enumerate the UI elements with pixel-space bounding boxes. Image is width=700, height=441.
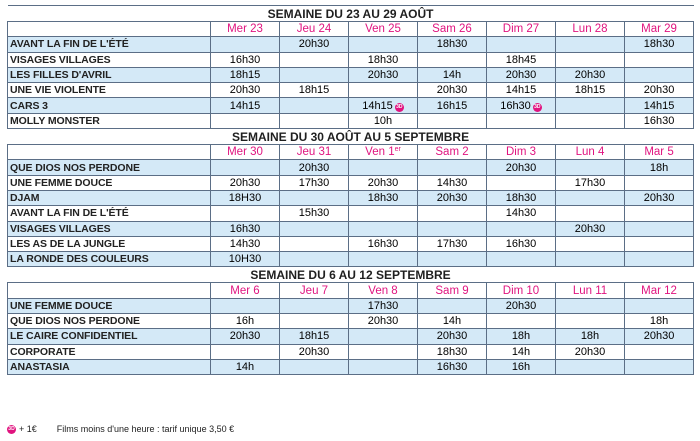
showtime-cell <box>280 314 349 329</box>
film-title: CARS 3 <box>8 98 211 113</box>
day-header: Jeu 24 <box>280 22 349 37</box>
showtime: 20h30 <box>298 161 330 174</box>
showtime: 17h30 <box>574 176 606 189</box>
showtime-cell <box>280 298 349 313</box>
showtime: 20h30 <box>229 330 261 343</box>
film-title: UNE FEMME DOUCE <box>8 175 211 190</box>
showtime: 14h30 <box>229 238 261 250</box>
showtime-cell <box>418 113 487 128</box>
showtime-cell <box>625 37 694 52</box>
showtime: 20h30 <box>298 38 330 51</box>
showtime-cell <box>349 206 418 221</box>
showtime-cell <box>349 175 418 190</box>
showtime: 10h <box>373 114 393 127</box>
showtime-cell <box>349 83 418 98</box>
showtime-cell <box>556 252 625 267</box>
showtime-cell <box>487 206 556 221</box>
showtime-cell <box>280 359 349 374</box>
showtime-cell <box>556 206 625 221</box>
showtime-cell <box>625 236 694 251</box>
showtime: 20h30 <box>505 161 537 174</box>
day-header: Sam 26 <box>418 22 487 37</box>
showtime: 17h30 <box>436 238 468 250</box>
showtime: 18h <box>511 330 531 343</box>
showtime: 18h <box>649 315 669 328</box>
showtime: 16h30 <box>436 361 468 374</box>
showtime-cell <box>418 329 487 344</box>
film-title: AVANT LA FIN DE L'ÉTÉ <box>8 37 211 52</box>
showtime: 20h30 <box>367 69 399 82</box>
showtime-cell <box>487 344 556 359</box>
film-title: VISAGES VILLAGES <box>8 52 211 67</box>
showtime: 16h30 <box>229 222 261 235</box>
showtime: 18h30 <box>367 192 399 205</box>
showtime-cell <box>556 113 625 128</box>
film-title: LES FILLES D'AVRIL <box>8 67 211 82</box>
showtime: 14h30 <box>505 207 537 220</box>
day-header: Sam 2 <box>418 145 487 160</box>
showtime: 18h30 <box>505 192 537 205</box>
film-header-cell <box>8 22 211 37</box>
day-header: Mar 29 <box>625 22 694 37</box>
showtime: 20h30 <box>643 84 675 97</box>
day-header: Mar 12 <box>625 283 694 298</box>
showtime: 20h30 <box>436 84 468 97</box>
showtime-cell <box>556 160 625 175</box>
film-row <box>8 221 694 236</box>
showtime-cell <box>349 113 418 128</box>
showtime-cell <box>280 67 349 82</box>
showtime-cell <box>487 37 556 52</box>
showtime: 16h30 <box>367 238 399 250</box>
film-row <box>8 252 694 267</box>
showtime-cell <box>349 98 418 113</box>
showtime-cell <box>487 314 556 329</box>
film-row <box>8 52 694 67</box>
schedule-table <box>7 5 694 375</box>
day-header-row <box>8 283 694 298</box>
3d-badge-icon: 3D <box>396 103 403 110</box>
legend <box>7 422 234 436</box>
film-row <box>8 160 694 175</box>
day-header-row <box>8 145 694 160</box>
day-header: Lun 11 <box>556 283 625 298</box>
showtime-cell <box>556 236 625 251</box>
showtime: 16h30 <box>229 53 261 66</box>
showtime: 14h15 <box>643 99 675 112</box>
showtime: 18H30 <box>228 192 262 205</box>
showtime-cell <box>418 175 487 190</box>
showtime-cell <box>625 206 694 221</box>
showtime-cell <box>280 236 349 251</box>
showtime-cell <box>211 252 280 267</box>
showtime-cell <box>625 252 694 267</box>
showtime: 20h30 <box>229 84 261 97</box>
showtime-cell <box>280 329 349 344</box>
showtime-cell <box>280 98 349 113</box>
showtime-cell <box>211 160 280 175</box>
film-title: QUE DIOS NOS PERDONE <box>8 314 211 329</box>
legend-surcharge: + 1€ <box>19 424 37 434</box>
showtime: 20h30 <box>643 330 675 343</box>
showtime-cell <box>556 359 625 374</box>
film-row <box>8 359 694 374</box>
film-title: VISAGES VILLAGES <box>8 221 211 236</box>
showtime-cell <box>211 236 280 251</box>
showtime-cell <box>418 359 487 374</box>
showtime-cell <box>349 37 418 52</box>
showtime-cell <box>280 83 349 98</box>
showtime-cell <box>211 359 280 374</box>
showtime-cell <box>487 252 556 267</box>
showtime-cell <box>418 236 487 251</box>
3d-badge-icon: 3D <box>8 425 15 432</box>
showtime-cell <box>280 252 349 267</box>
showtime-cell <box>349 329 418 344</box>
week-title: SEMAINE DU 30 AOÛT AU 5 SEPTEMBRE <box>8 129 694 145</box>
showtime-cell <box>625 113 694 128</box>
showtime-cell <box>556 98 625 113</box>
showtime-cell <box>487 359 556 374</box>
showtime: 18h15 <box>298 330 330 343</box>
film-title: DJAM <box>8 190 211 205</box>
showtime-cell <box>487 160 556 175</box>
showtime: 20h30 <box>367 176 399 189</box>
day-header-row <box>8 22 694 37</box>
showtime-cell <box>211 344 280 359</box>
showtime-cell <box>487 67 556 82</box>
film-title: LES AS DE LA JUNGLE <box>8 236 211 251</box>
showtime-cell <box>211 314 280 329</box>
day-header: Jeu 31 <box>280 145 349 160</box>
legend-note: Films moins d'une heure : tarif unique 3,50 € <box>56 424 235 434</box>
film-row <box>8 175 694 190</box>
film-title: ANASTASIA <box>8 359 211 374</box>
showtime-cell <box>280 190 349 205</box>
showtime: 14h <box>235 361 255 374</box>
showtime-cell <box>556 175 625 190</box>
film-header-cell <box>8 145 211 160</box>
showtime-cell <box>487 236 556 251</box>
showtime-cell <box>280 206 349 221</box>
film-title: UNE VIE VIOLENTE <box>8 83 211 98</box>
showtime-cell <box>211 175 280 190</box>
day-header: Mer 6 <box>211 283 280 298</box>
showtime: 18h <box>580 330 600 343</box>
showtime-cell <box>211 52 280 67</box>
showtime-cell <box>418 190 487 205</box>
showtime: 20h30 <box>505 69 537 82</box>
showtime: 15h30 <box>298 207 330 220</box>
showtime-cell <box>211 298 280 313</box>
showtime-cell <box>625 175 694 190</box>
showtime-cell <box>487 329 556 344</box>
film-row <box>8 190 694 205</box>
showtime: 16h30 <box>643 114 675 127</box>
showtime: 20h30 <box>298 345 330 358</box>
showtime-cell <box>349 344 418 359</box>
showtime-cell <box>625 359 694 374</box>
showtime: 17h30 <box>298 176 330 189</box>
film-title: QUE DIOS NOS PERDONE <box>8 160 211 175</box>
showtime-cell <box>349 52 418 67</box>
showtime-cell <box>556 52 625 67</box>
showtime: 16h15 <box>436 99 468 112</box>
showtime-cell <box>349 221 418 236</box>
showtime-cell <box>418 314 487 329</box>
showtime-cell <box>556 67 625 82</box>
showtime-cell <box>625 98 694 113</box>
showtime-cell <box>625 160 694 175</box>
day-header: Sam 9 <box>418 283 487 298</box>
showtime-cell <box>556 190 625 205</box>
showtime-cell <box>418 344 487 359</box>
showtime-cell <box>625 52 694 67</box>
film-row <box>8 67 694 82</box>
showtime-cell <box>487 190 556 205</box>
showtime: 17h30 <box>367 299 399 312</box>
showtime-cell <box>211 329 280 344</box>
showtime: 18h45 <box>505 53 537 66</box>
week-title-row <box>8 6 694 22</box>
showtime-cell <box>487 83 556 98</box>
showtime-cell <box>418 67 487 82</box>
showtime-cell <box>280 52 349 67</box>
showtime-cell <box>418 252 487 267</box>
showtime: 16h30 <box>500 99 531 112</box>
showtime: 20h30 <box>229 176 261 189</box>
showtime-cell <box>211 221 280 236</box>
showtime-cell <box>349 359 418 374</box>
showtime-cell <box>556 298 625 313</box>
showtime-cell <box>418 83 487 98</box>
showtime-cell <box>625 298 694 313</box>
showtime: 20h30 <box>436 330 468 343</box>
film-row <box>8 236 694 251</box>
showtime-cell <box>211 67 280 82</box>
showtime-cell <box>211 83 280 98</box>
day-header: Mer 30 <box>211 145 280 160</box>
showtime: 14h15 <box>229 99 261 112</box>
showtime: 20h30 <box>643 192 675 205</box>
day-header: Lun 4 <box>556 145 625 160</box>
showtime-cell <box>625 67 694 82</box>
showtime-cell <box>280 175 349 190</box>
showtime: 16h30 <box>505 238 537 250</box>
showtime-cell <box>556 221 625 236</box>
showtime-cell <box>349 67 418 82</box>
showtime-cell <box>349 252 418 267</box>
showtime-cell <box>625 221 694 236</box>
day-header: Ven 1er <box>349 145 418 160</box>
showtime: 20h30 <box>574 222 606 235</box>
film-row <box>8 37 694 52</box>
showtime-cell <box>487 113 556 128</box>
day-header: Ven 8 <box>349 283 418 298</box>
showtime-cell <box>280 37 349 52</box>
showtime-cell <box>349 236 418 251</box>
showtime: 18h15 <box>574 84 606 97</box>
showtime: 16h <box>235 315 255 328</box>
week-title: SEMAINE DU 6 AU 12 SEPTEMBRE <box>8 267 694 283</box>
showtime-cell <box>418 98 487 113</box>
showtime: 18h15 <box>229 69 261 82</box>
showtime-cell <box>280 344 349 359</box>
showtime: 20h30 <box>436 192 468 205</box>
showtime: 14h <box>442 69 462 82</box>
film-title: UNE FEMME DOUCE <box>8 298 211 313</box>
showtime: 16h <box>511 361 531 374</box>
showtime: 18h30 <box>436 345 468 358</box>
showtime-cell <box>625 190 694 205</box>
showtime-cell <box>487 52 556 67</box>
showtime: 18h30 <box>643 38 675 51</box>
film-row <box>8 329 694 344</box>
showtime-cell <box>280 113 349 128</box>
film-title: AVANT LA FIN DE L'ÉTÉ <box>8 206 211 221</box>
film-title: CORPORATE <box>8 344 211 359</box>
showtime: 20h30 <box>574 345 606 358</box>
showtime-cell <box>487 298 556 313</box>
showtime: 14h15 <box>362 99 393 112</box>
showtime-cell <box>349 190 418 205</box>
showtime-cell <box>625 329 694 344</box>
film-row <box>8 98 694 113</box>
showtime-cell <box>280 160 349 175</box>
showtime: 18h30 <box>436 38 468 51</box>
showtime: 18h15 <box>298 84 330 97</box>
showtime-cell <box>556 314 625 329</box>
showtime: 14h30 <box>436 176 468 189</box>
day-header: Lun 28 <box>556 22 625 37</box>
film-title: LE CAIRE CONFIDENTIEL <box>8 329 211 344</box>
showtime-cell <box>625 344 694 359</box>
film-header-cell <box>8 283 211 298</box>
showtime-cell <box>418 37 487 52</box>
day-header: Ven 25 <box>349 22 418 37</box>
film-title: MOLLY MONSTER <box>8 113 211 128</box>
showtime-cell <box>487 175 556 190</box>
day-header: Dim 27 <box>487 22 556 37</box>
showtime: 14h15 <box>505 84 537 97</box>
film-row <box>8 314 694 329</box>
showtime-cell <box>211 37 280 52</box>
film-title: LA RONDE DES COULEURS <box>8 252 211 267</box>
showtime-cell <box>211 190 280 205</box>
showtime-cell <box>418 298 487 313</box>
showtime: 20h30 <box>367 315 399 328</box>
showtime: 10H30 <box>228 253 262 266</box>
showtime-cell <box>418 206 487 221</box>
showtime-cell <box>556 37 625 52</box>
showtime: 20h30 <box>574 69 606 82</box>
showtime: 14h <box>442 315 462 328</box>
day-header: Dim 10 <box>487 283 556 298</box>
showtime-cell <box>418 52 487 67</box>
film-row <box>8 113 694 128</box>
day-header: Mar 5 <box>625 145 694 160</box>
showtime-cell <box>349 298 418 313</box>
showtime-cell <box>625 314 694 329</box>
showtime-cell <box>211 113 280 128</box>
showtime: 18h30 <box>367 53 399 66</box>
week-title-row <box>8 267 694 283</box>
showtime-cell <box>349 314 418 329</box>
showtime-cell <box>211 98 280 113</box>
week-title-row <box>8 129 694 145</box>
showtime-cell <box>280 221 349 236</box>
day-header: Jeu 7 <box>280 283 349 298</box>
day-header: Mer 23 <box>211 22 280 37</box>
showtime: 18h <box>649 161 669 174</box>
3d-badge-icon: 3D <box>534 103 541 110</box>
showtime: 14h <box>511 345 531 358</box>
showtime-cell <box>487 98 556 113</box>
showtime-cell <box>625 83 694 98</box>
showtime-cell <box>418 160 487 175</box>
film-row <box>8 298 694 313</box>
film-row <box>8 206 694 221</box>
week-title: SEMAINE DU 23 AU 29 AOÛT <box>8 6 694 22</box>
film-row <box>8 344 694 359</box>
showtime-cell <box>556 344 625 359</box>
film-row <box>8 83 694 98</box>
showtime: 20h30 <box>505 299 537 312</box>
showtime-cell <box>556 329 625 344</box>
showtime-cell <box>418 221 487 236</box>
day-header: Dim 3 <box>487 145 556 160</box>
showtime-cell <box>487 221 556 236</box>
showtime-cell <box>211 206 280 221</box>
showtime-cell <box>349 160 418 175</box>
schedule <box>7 5 693 375</box>
showtime-cell <box>556 83 625 98</box>
